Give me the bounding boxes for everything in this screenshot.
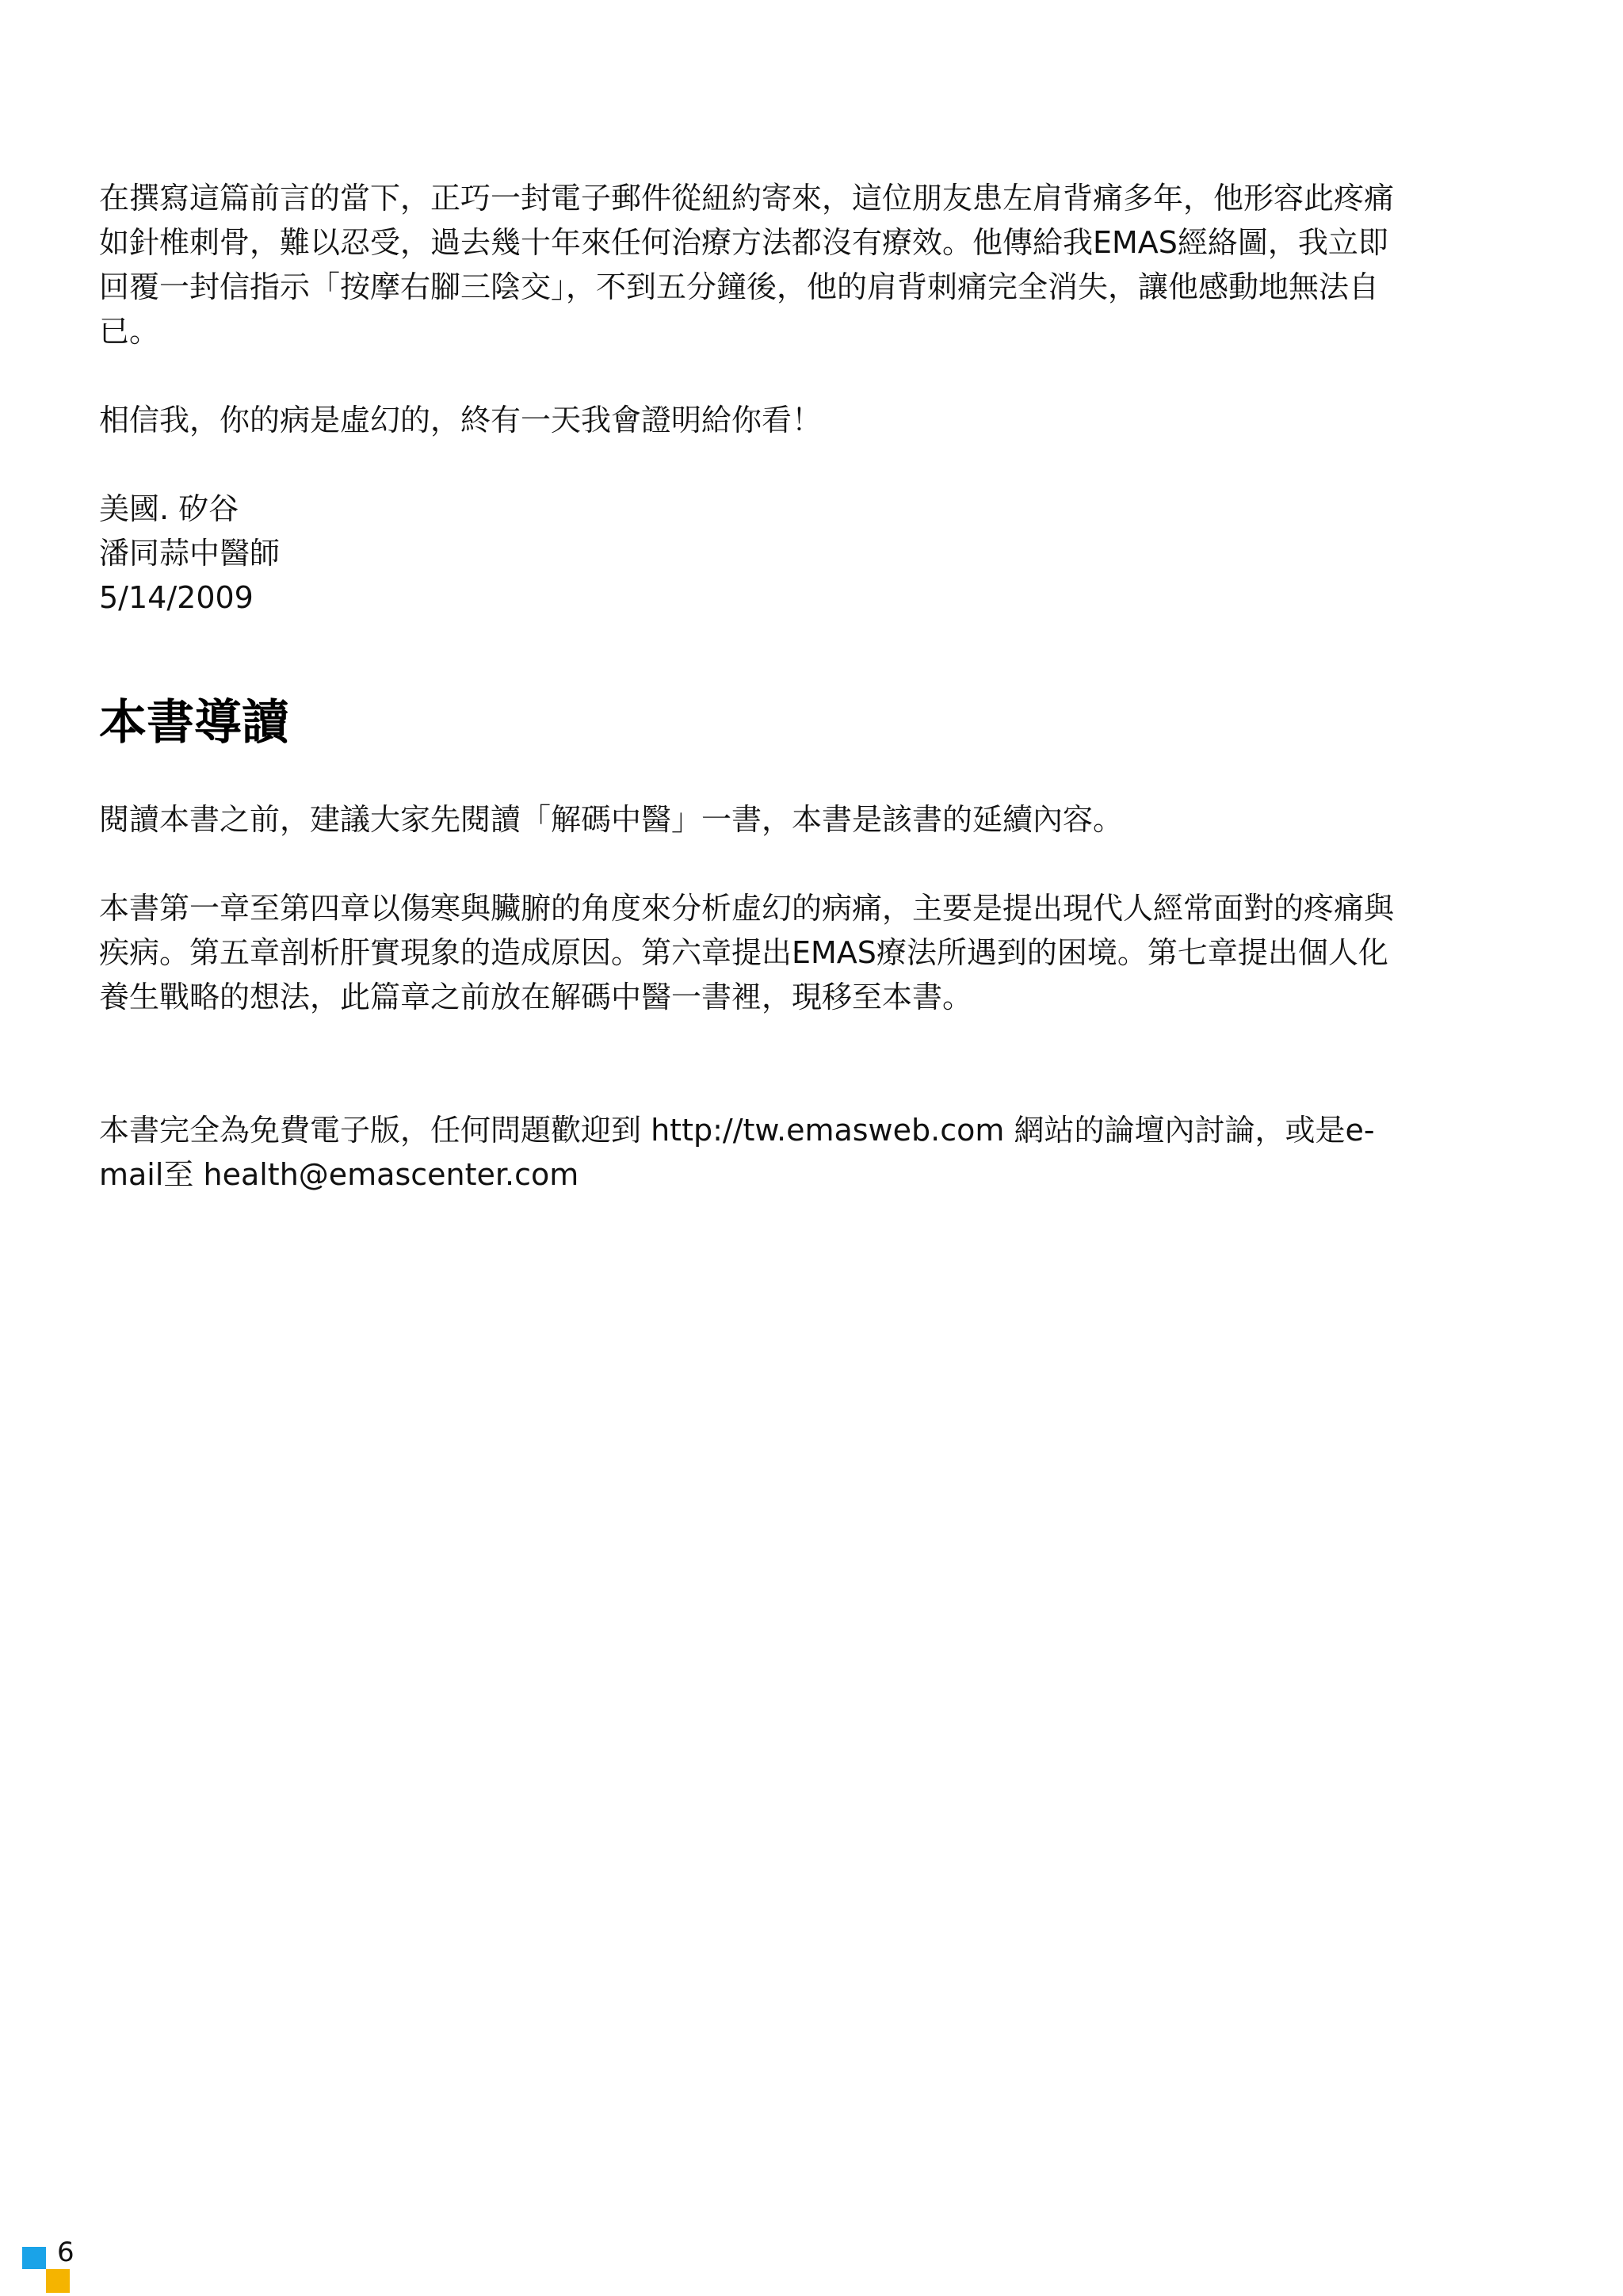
signature-location: 美國. 矽谷 <box>99 491 239 526</box>
belief-paragraph <box>99 398 1541 442</box>
guide-para2-line-2: 疾病。第五章剖析肝實現象的造成原因。第六章提出EMAS療法所遇到的困境。第七章提出個人化 <box>99 935 1388 970</box>
intro-paragraph <box>99 176 1541 353</box>
guide-para1-text: 閱讀本書之前，建議大家先閱讀「解碼中醫」一書，本書是該書的延續內容。 <box>99 802 1124 837</box>
intro-line-1: 在撰寫這篇前言的當下，正巧一封電子郵件從紐約寄來，這位朋友患左肩背痛多年，他形容此疼痛 <box>99 181 1395 216</box>
email-link[interactable]: health@emascenter.com <box>203 1157 579 1192</box>
intro-line-2: 如針椎刺骨，難以忍受，過去幾十年來任何治療方法都沒有療效。他傳給我EMAS經絡圖，我立即 <box>99 225 1388 260</box>
blue-square-icon <box>22 2247 46 2269</box>
belief-text: 相信我，你的病是虛幻的，終有一天我會證明給你看！ <box>99 403 823 437</box>
intro-line-3: 回覆一封信指示「按摩右腳三陰交」，不到五分鐘後，他的肩背刺痛完全消失，讓他感動地無法自 <box>99 269 1380 304</box>
page-number: 6 <box>57 2237 74 2268</box>
signature-author: 潘同蒜中醫師 <box>99 536 281 571</box>
guide-paragraph-3 <box>99 1108 1541 1197</box>
signature-date: 5/14/2009 <box>99 580 254 615</box>
guide-para2-line-1: 本書第一章至第四章以傷寒與臟腑的角度來分析虛幻的病痛，主要是提出現代人經常面對的疼痛與 <box>99 891 1395 926</box>
guide-para3-line-1 <box>99 1108 1541 1152</box>
section-heading: 本書導讀 <box>99 695 289 751</box>
guide-para2-line-3: 養生戰略的想法，此篇章之前放在解碼中醫一書裡，現移至本書。 <box>99 980 973 1014</box>
guide-paragraph-1 <box>99 797 1541 842</box>
guide-paragraph-2 <box>99 886 1541 1019</box>
contact-prefix-text: 本書完全為免費電子版，任何問題歡迎到 <box>99 1113 651 1148</box>
intro-line-4: 已。 <box>99 314 160 349</box>
guide-para3-line-2 <box>99 1152 1541 1197</box>
contact-middle-text: 網站的論壇內討論，或是e- <box>1004 1113 1375 1148</box>
yellow-square-icon <box>46 2269 70 2293</box>
email-prefix-text: mail至 <box>99 1157 204 1192</box>
website-link[interactable]: http://tw.emasweb.com <box>651 1113 1005 1148</box>
